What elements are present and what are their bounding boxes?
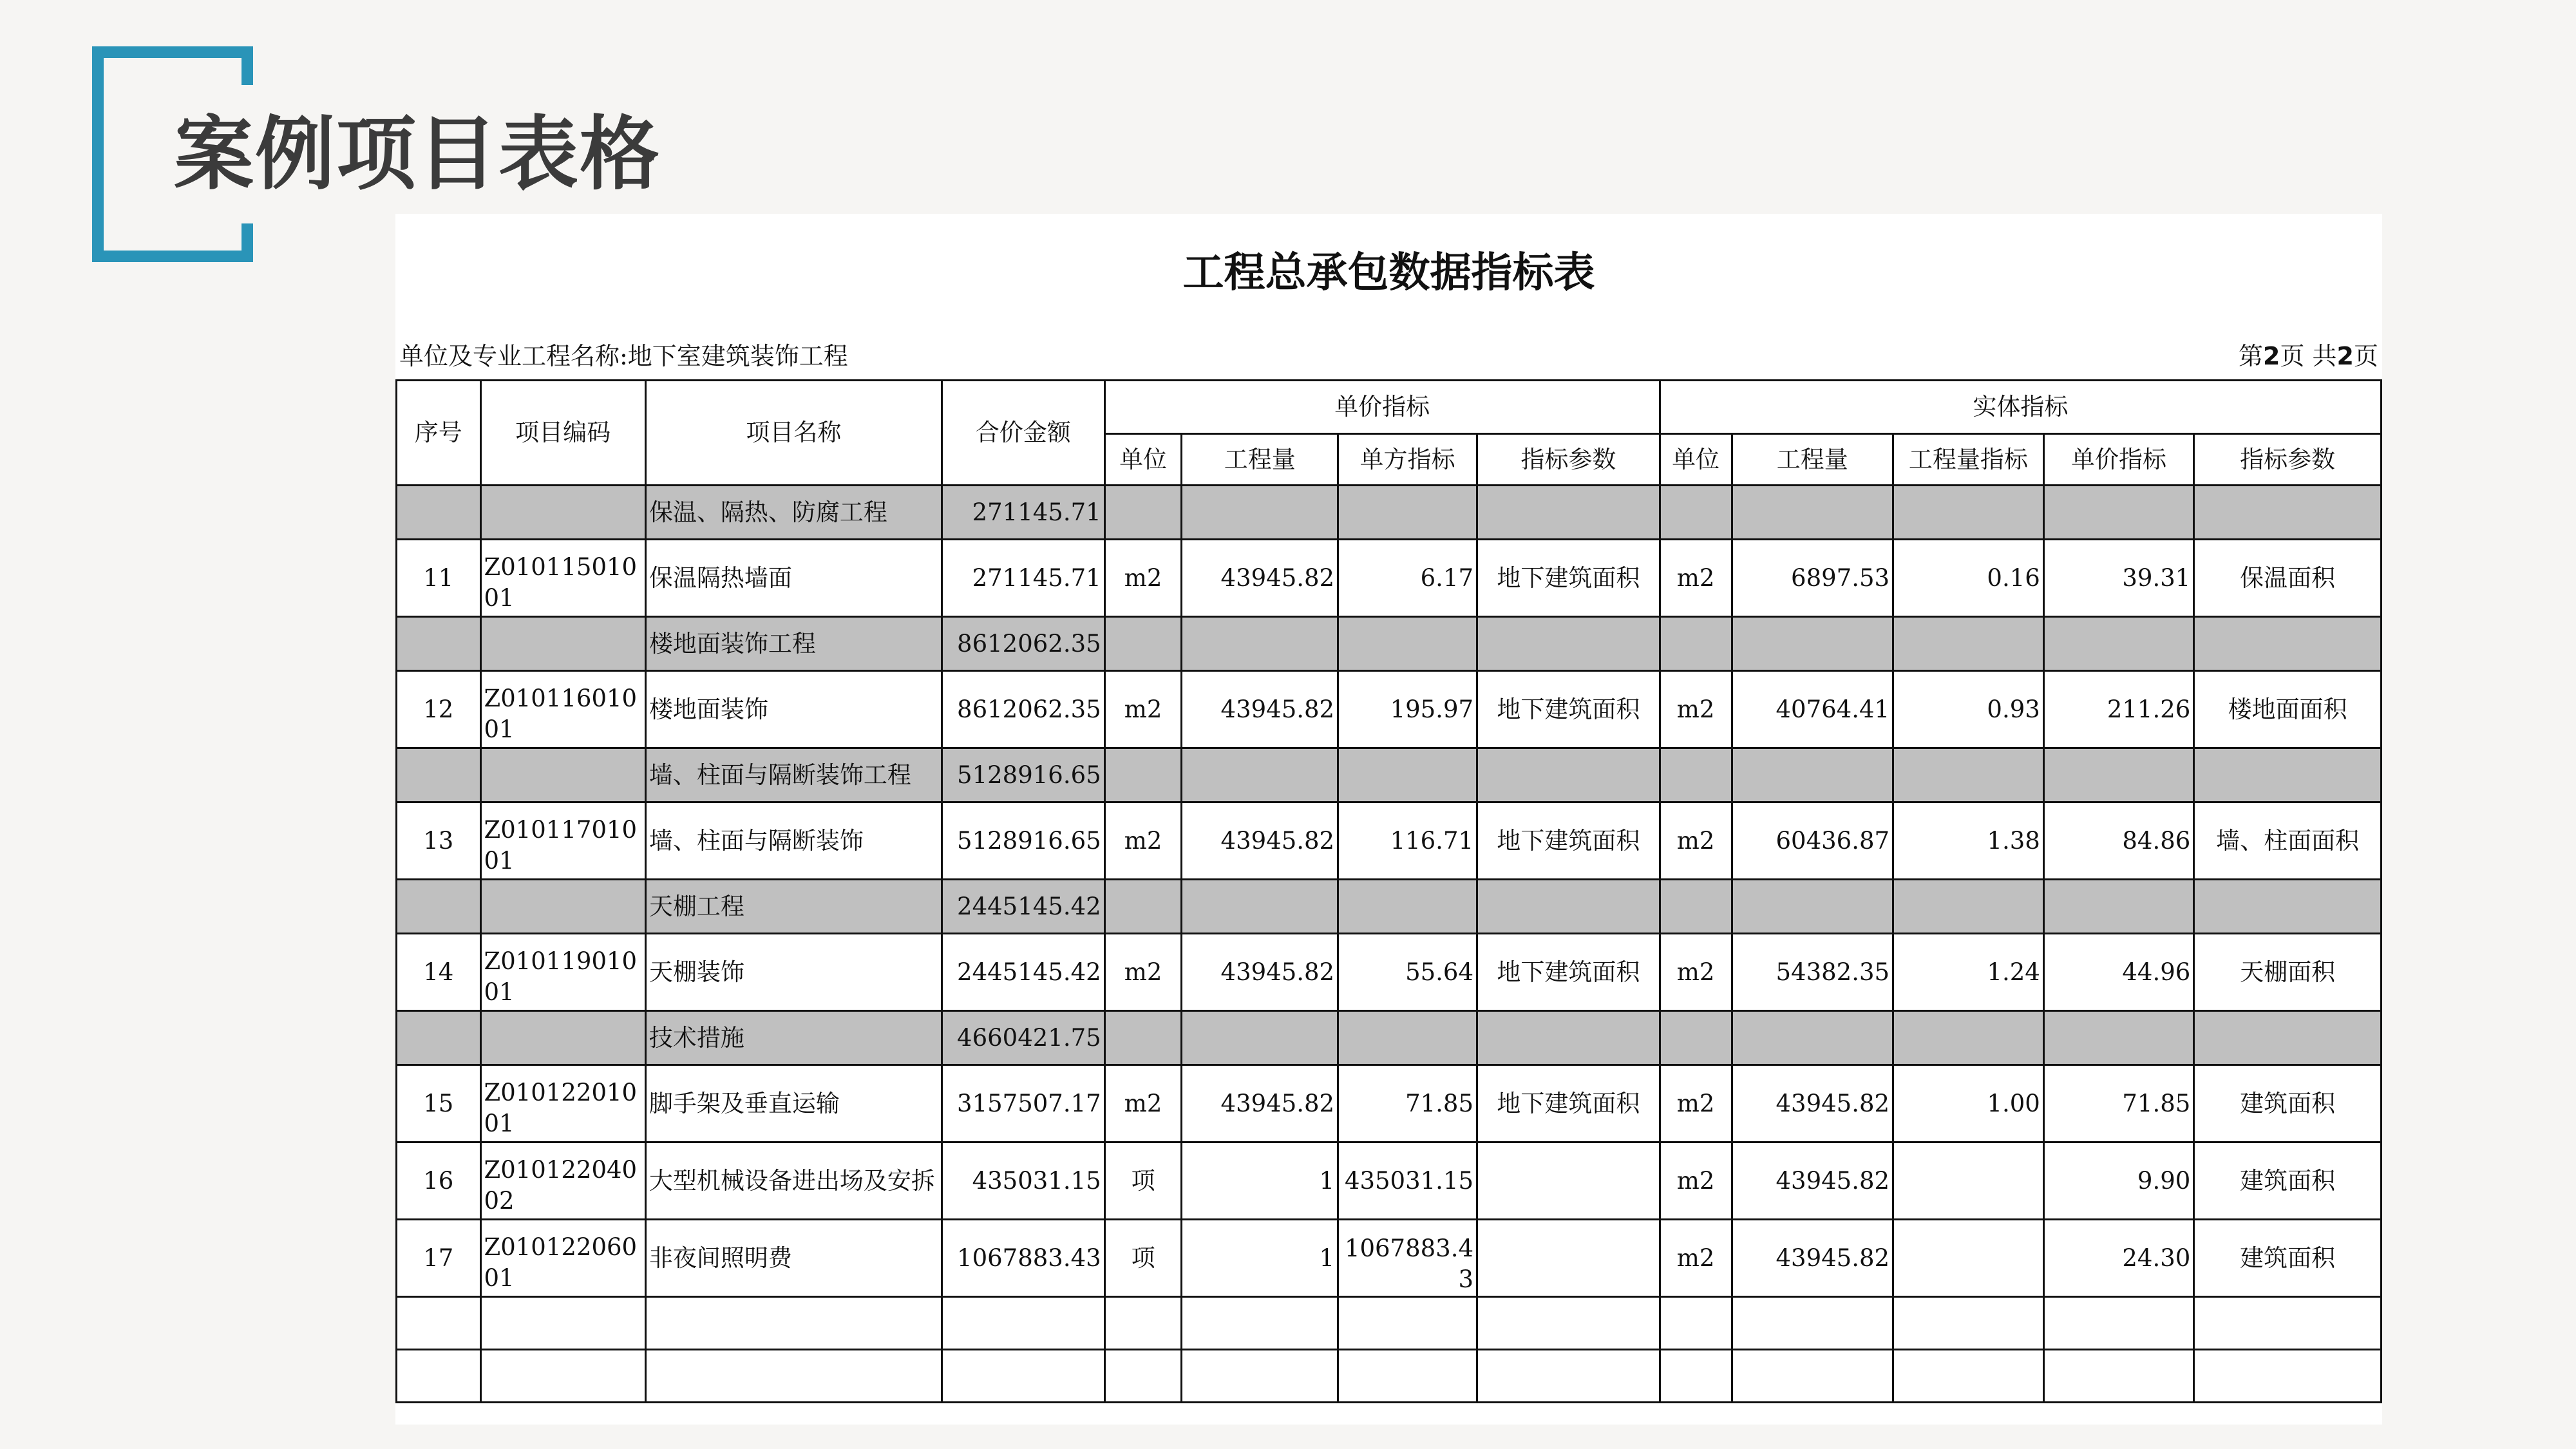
cell-seq bbox=[397, 617, 481, 671]
cell-en-param: 建筑面积 bbox=[2194, 1065, 2382, 1142]
cell-seq: 17 bbox=[397, 1220, 481, 1297]
cell-en-price-idx: 84.86 bbox=[2043, 802, 2194, 880]
header-en-qty: 工程量 bbox=[1732, 434, 1893, 486]
cell-name: 脚手架及垂直运输 bbox=[645, 1065, 942, 1142]
header-up-unit: 单位 bbox=[1104, 434, 1182, 486]
cell-up-unit bbox=[1104, 1297, 1182, 1350]
cell-en-price-idx bbox=[2043, 617, 2194, 671]
cell-up-unit: m2 bbox=[1104, 540, 1182, 617]
cell-up-param bbox=[1477, 486, 1660, 540]
indicator-table bbox=[395, 379, 2382, 1403]
cell-up-param: 地下建筑面积 bbox=[1477, 671, 1660, 748]
cell-en-unit: m2 bbox=[1660, 540, 1732, 617]
cell-en-unit bbox=[1660, 880, 1732, 934]
cell-en-qty-idx: 1.38 bbox=[1893, 802, 2044, 880]
table-row bbox=[397, 1220, 2382, 1297]
cell-name: 大型机械设备进出场及安拆 bbox=[645, 1142, 942, 1220]
cell-up-qty: 1 bbox=[1182, 1142, 1338, 1220]
cell-en-price-idx: 44.96 bbox=[2043, 934, 2194, 1011]
cell-code bbox=[480, 1297, 645, 1350]
cell-up-sqm bbox=[1338, 1350, 1477, 1403]
table-row bbox=[397, 802, 2382, 880]
cell-code: Z01012204002 bbox=[480, 1142, 645, 1220]
cell-code: Z01011701001 bbox=[480, 802, 645, 880]
blank-row bbox=[397, 1297, 2382, 1350]
cell-amount: 8612062.35 bbox=[942, 617, 1104, 671]
cell-en-qty: 60436.87 bbox=[1732, 802, 1893, 880]
cell-name: 墙、柱面与隔断装饰 bbox=[645, 802, 942, 880]
cell-en-param: 保温面积 bbox=[2194, 540, 2382, 617]
cell-en-qty bbox=[1732, 617, 1893, 671]
table-body bbox=[397, 486, 2382, 1403]
cell-amount: 3157507.17 bbox=[942, 1065, 1104, 1142]
cell-en-unit bbox=[1660, 748, 1732, 802]
cell-seq: 11 bbox=[397, 540, 481, 617]
cell-en-qty-idx: 0.93 bbox=[1893, 671, 2044, 748]
header-seq: 序号 bbox=[397, 381, 481, 486]
cell-up-sqm: 71.85 bbox=[1338, 1065, 1477, 1142]
cell-seq bbox=[397, 880, 481, 934]
cell-en-unit: m2 bbox=[1660, 934, 1732, 1011]
cell-name bbox=[645, 1350, 942, 1403]
category-row bbox=[397, 486, 2382, 540]
cell-up-unit bbox=[1104, 617, 1182, 671]
cell-up-unit: m2 bbox=[1104, 671, 1182, 748]
cell-up-param bbox=[1477, 1350, 1660, 1403]
cell-code: Z01011601001 bbox=[480, 671, 645, 748]
cell-en-price-idx bbox=[2043, 880, 2194, 934]
cell-en-qty-idx bbox=[1893, 1220, 2044, 1297]
cell-up-param: 地下建筑面积 bbox=[1477, 1065, 1660, 1142]
cell-up-sqm: 55.64 bbox=[1338, 934, 1477, 1011]
cell-up-sqm: 195.97 bbox=[1338, 671, 1477, 748]
header-code: 项目编码 bbox=[480, 381, 645, 486]
cell-up-qty bbox=[1182, 486, 1338, 540]
cell-en-qty bbox=[1732, 1011, 1893, 1065]
cell-seq bbox=[397, 748, 481, 802]
cell-up-sqm: 1067883.43 bbox=[1338, 1220, 1477, 1297]
cell-en-qty-idx bbox=[1893, 1142, 2044, 1220]
cell-seq: 15 bbox=[397, 1065, 481, 1142]
cell-en-param: 楼地面面积 bbox=[2194, 671, 2382, 748]
cell-en-price-idx bbox=[2043, 748, 2194, 802]
cell-en-param bbox=[2194, 486, 2382, 540]
cell-name: 保温、隔热、防腐工程 bbox=[645, 486, 942, 540]
cell-amount: 435031.15 bbox=[942, 1142, 1104, 1220]
cell-seq bbox=[397, 1011, 481, 1065]
cell-code bbox=[480, 748, 645, 802]
cell-amount: 271145.71 bbox=[942, 486, 1104, 540]
header-en-price-idx: 单价指标 bbox=[2043, 434, 2194, 486]
cell-amount bbox=[942, 1350, 1104, 1403]
category-row bbox=[397, 617, 2382, 671]
cell-amount: 1067883.43 bbox=[942, 1220, 1104, 1297]
cell-en-price-idx: 71.85 bbox=[2043, 1065, 2194, 1142]
cell-en-qty-idx bbox=[1893, 1350, 2044, 1403]
cell-up-param bbox=[1477, 1142, 1660, 1220]
cell-up-qty: 43945.82 bbox=[1182, 540, 1338, 617]
cell-en-price-idx: 211.26 bbox=[2043, 671, 2194, 748]
blank-row bbox=[397, 1350, 2382, 1403]
cell-code bbox=[480, 486, 645, 540]
cell-en-param: 墙、柱面面积 bbox=[2194, 802, 2382, 880]
cell-en-param bbox=[2194, 880, 2382, 934]
table-row bbox=[397, 540, 2382, 617]
cell-up-sqm bbox=[1338, 1011, 1477, 1065]
unit-label: 单位及专业工程名称:地下室建筑装饰工程 bbox=[399, 342, 848, 370]
cell-en-param bbox=[2194, 1011, 2382, 1065]
cell-en-param: 建筑面积 bbox=[2194, 1142, 2382, 1220]
cell-en-unit bbox=[1660, 1011, 1732, 1065]
cell-en-price-idx bbox=[2043, 1350, 2194, 1403]
cell-code bbox=[480, 617, 645, 671]
cell-up-unit bbox=[1104, 748, 1182, 802]
header-up-param: 指标参数 bbox=[1477, 434, 1660, 486]
table-row bbox=[397, 1142, 2382, 1220]
cell-en-param: 建筑面积 bbox=[2194, 1220, 2382, 1297]
page-current: 2 bbox=[2262, 342, 2280, 370]
cell-up-sqm: 435031.15 bbox=[1338, 1142, 1477, 1220]
cell-en-unit bbox=[1660, 617, 1732, 671]
header-en-unit: 单位 bbox=[1660, 434, 1732, 486]
cell-up-unit bbox=[1104, 1350, 1182, 1403]
cell-en-qty bbox=[1732, 880, 1893, 934]
cell-code: Z01011901001 bbox=[480, 934, 645, 1011]
cell-en-unit bbox=[1660, 1350, 1732, 1403]
cell-name: 天棚工程 bbox=[645, 880, 942, 934]
cell-up-qty: 43945.82 bbox=[1182, 802, 1338, 880]
cell-up-unit: m2 bbox=[1104, 1065, 1182, 1142]
cell-up-sqm bbox=[1338, 486, 1477, 540]
cell-up-qty bbox=[1182, 1350, 1338, 1403]
cell-en-qty: 43945.82 bbox=[1732, 1220, 1893, 1297]
cell-en-qty: 54382.35 bbox=[1732, 934, 1893, 1011]
cell-amount: 8612062.35 bbox=[942, 671, 1104, 748]
cell-up-qty bbox=[1182, 1011, 1338, 1065]
cell-en-qty-idx: 0.16 bbox=[1893, 540, 2044, 617]
cell-amount: 5128916.65 bbox=[942, 748, 1104, 802]
cell-code bbox=[480, 1350, 645, 1403]
cell-name: 技术措施 bbox=[645, 1011, 942, 1065]
cell-up-param bbox=[1477, 1297, 1660, 1350]
cell-up-qty: 1 bbox=[1182, 1220, 1338, 1297]
header-up-qty: 工程量 bbox=[1182, 434, 1338, 486]
cell-name: 天棚装饰 bbox=[645, 934, 942, 1011]
header-en-qty-idx: 工程量指标 bbox=[1893, 434, 2044, 486]
cell-up-unit bbox=[1104, 486, 1182, 540]
cell-en-unit: m2 bbox=[1660, 1065, 1732, 1142]
title-bracket-tab-top bbox=[242, 46, 253, 85]
cell-en-price-idx bbox=[2043, 1297, 2194, 1350]
cell-en-param: 天棚面积 bbox=[2194, 934, 2382, 1011]
cell-en-qty: 43945.82 bbox=[1732, 1065, 1893, 1142]
document-title: 工程总承包数据指标表 bbox=[1182, 249, 1595, 297]
header-amount: 合价金额 bbox=[942, 381, 1104, 486]
cell-en-qty-idx: 1.24 bbox=[1893, 934, 2044, 1011]
cell-amount: 2445145.42 bbox=[942, 880, 1104, 934]
cell-code bbox=[480, 1011, 645, 1065]
cell-amount: 2445145.42 bbox=[942, 934, 1104, 1011]
cell-name: 非夜间照明费 bbox=[645, 1220, 942, 1297]
cell-amount bbox=[942, 1297, 1104, 1350]
cell-amount: 4660421.75 bbox=[942, 1011, 1104, 1065]
cell-up-param: 地下建筑面积 bbox=[1477, 802, 1660, 880]
category-row bbox=[397, 748, 2382, 802]
spreadsheet-page bbox=[395, 214, 2382, 1425]
table-row bbox=[397, 671, 2382, 748]
cell-en-unit bbox=[1660, 1297, 1732, 1350]
cell-en-qty-idx bbox=[1893, 486, 2044, 540]
cell-en-param bbox=[2194, 1350, 2382, 1403]
cell-up-sqm: 6.17 bbox=[1338, 540, 1477, 617]
cell-up-param: 地下建筑面积 bbox=[1477, 540, 1660, 617]
cell-en-qty-idx bbox=[1893, 617, 2044, 671]
cell-en-qty-idx bbox=[1893, 748, 2044, 802]
cell-en-price-idx: 9.90 bbox=[2043, 1142, 2194, 1220]
cell-en-price-idx bbox=[2043, 486, 2194, 540]
cell-en-qty bbox=[1732, 748, 1893, 802]
table-row bbox=[397, 1065, 2382, 1142]
cell-up-qty: 43945.82 bbox=[1182, 1065, 1338, 1142]
cell-up-sqm bbox=[1338, 617, 1477, 671]
cell-seq bbox=[397, 1297, 481, 1350]
cell-seq: 12 bbox=[397, 671, 481, 748]
cell-up-qty bbox=[1182, 1297, 1338, 1350]
header-entity-group: 实体指标 bbox=[1660, 381, 2381, 434]
cell-en-qty bbox=[1732, 486, 1893, 540]
cell-name: 保温隔热墙面 bbox=[645, 540, 942, 617]
cell-en-param bbox=[2194, 748, 2382, 802]
cell-en-qty-idx bbox=[1893, 880, 2044, 934]
cell-up-unit: 项 bbox=[1104, 1220, 1182, 1297]
cell-up-param bbox=[1477, 880, 1660, 934]
cell-en-param bbox=[2194, 1297, 2382, 1350]
cell-en-qty bbox=[1732, 1350, 1893, 1403]
cell-up-param bbox=[1477, 1011, 1660, 1065]
cell-up-unit bbox=[1104, 1011, 1182, 1065]
cell-en-qty-idx bbox=[1893, 1297, 2044, 1350]
cell-en-price-idx: 24.30 bbox=[2043, 1220, 2194, 1297]
cell-up-qty bbox=[1182, 617, 1338, 671]
cell-code: Z01011501001 bbox=[480, 540, 645, 617]
cell-en-qty-idx: 1.00 bbox=[1893, 1065, 2044, 1142]
cell-en-unit: m2 bbox=[1660, 1220, 1732, 1297]
header-unit-price-group: 单价指标 bbox=[1104, 381, 1660, 434]
cell-en-unit: m2 bbox=[1660, 671, 1732, 748]
cell-up-qty bbox=[1182, 880, 1338, 934]
cell-en-qty: 43945.82 bbox=[1732, 1142, 1893, 1220]
category-row bbox=[397, 880, 2382, 934]
cell-seq: 13 bbox=[397, 802, 481, 880]
header-up-sqm: 单方指标 bbox=[1338, 434, 1477, 486]
cell-up-qty: 43945.82 bbox=[1182, 934, 1338, 1011]
cell-up-sqm: 116.71 bbox=[1338, 802, 1477, 880]
cell-up-param bbox=[1477, 1220, 1660, 1297]
cell-en-param bbox=[2194, 617, 2382, 671]
category-row bbox=[397, 1011, 2382, 1065]
slide-title: 案例项目表格 bbox=[174, 108, 661, 201]
cell-en-unit: m2 bbox=[1660, 802, 1732, 880]
cell-name: 墙、柱面与隔断装饰工程 bbox=[645, 748, 942, 802]
cell-seq: 16 bbox=[397, 1142, 481, 1220]
cell-seq bbox=[397, 1350, 481, 1403]
cell-up-unit: m2 bbox=[1104, 934, 1182, 1011]
cell-en-qty-idx bbox=[1893, 1011, 2044, 1065]
cell-up-sqm bbox=[1338, 1297, 1477, 1350]
cell-name bbox=[645, 1297, 942, 1350]
cell-en-price-idx bbox=[2043, 1011, 2194, 1065]
cell-up-unit bbox=[1104, 880, 1182, 934]
cell-up-param: 地下建筑面积 bbox=[1477, 934, 1660, 1011]
cell-en-price-idx: 39.31 bbox=[2043, 540, 2194, 617]
table-row bbox=[397, 934, 2382, 1011]
header-en-param: 指标参数 bbox=[2194, 434, 2382, 486]
title-bracket-tab-bottom bbox=[242, 223, 253, 262]
cell-code: Z01012206001 bbox=[480, 1220, 645, 1297]
cell-name: 楼地面装饰 bbox=[645, 671, 942, 748]
cell-up-sqm bbox=[1338, 880, 1477, 934]
cell-name: 楼地面装饰工程 bbox=[645, 617, 942, 671]
cell-code: Z01012201001 bbox=[480, 1065, 645, 1142]
cell-amount: 271145.71 bbox=[942, 540, 1104, 617]
cell-en-qty bbox=[1732, 1297, 1893, 1350]
cell-en-qty: 40764.41 bbox=[1732, 671, 1893, 748]
cell-seq: 14 bbox=[397, 934, 481, 1011]
cell-amount: 5128916.65 bbox=[942, 802, 1104, 880]
cell-seq bbox=[397, 486, 481, 540]
cell-up-unit: 项 bbox=[1104, 1142, 1182, 1220]
page-indicator: 第2页 共2页 bbox=[2238, 342, 2378, 370]
cell-up-param bbox=[1477, 748, 1660, 802]
cell-code bbox=[480, 880, 645, 934]
cell-en-qty: 6897.53 bbox=[1732, 540, 1893, 617]
page-total: 2 bbox=[2336, 342, 2354, 370]
cell-up-qty: 43945.82 bbox=[1182, 671, 1338, 748]
cell-up-qty bbox=[1182, 748, 1338, 802]
header-name: 项目名称 bbox=[645, 381, 942, 486]
cell-up-sqm bbox=[1338, 748, 1477, 802]
cell-en-unit: m2 bbox=[1660, 1142, 1732, 1220]
cell-up-unit: m2 bbox=[1104, 802, 1182, 880]
cell-en-unit bbox=[1660, 486, 1732, 540]
cell-up-param bbox=[1477, 617, 1660, 671]
